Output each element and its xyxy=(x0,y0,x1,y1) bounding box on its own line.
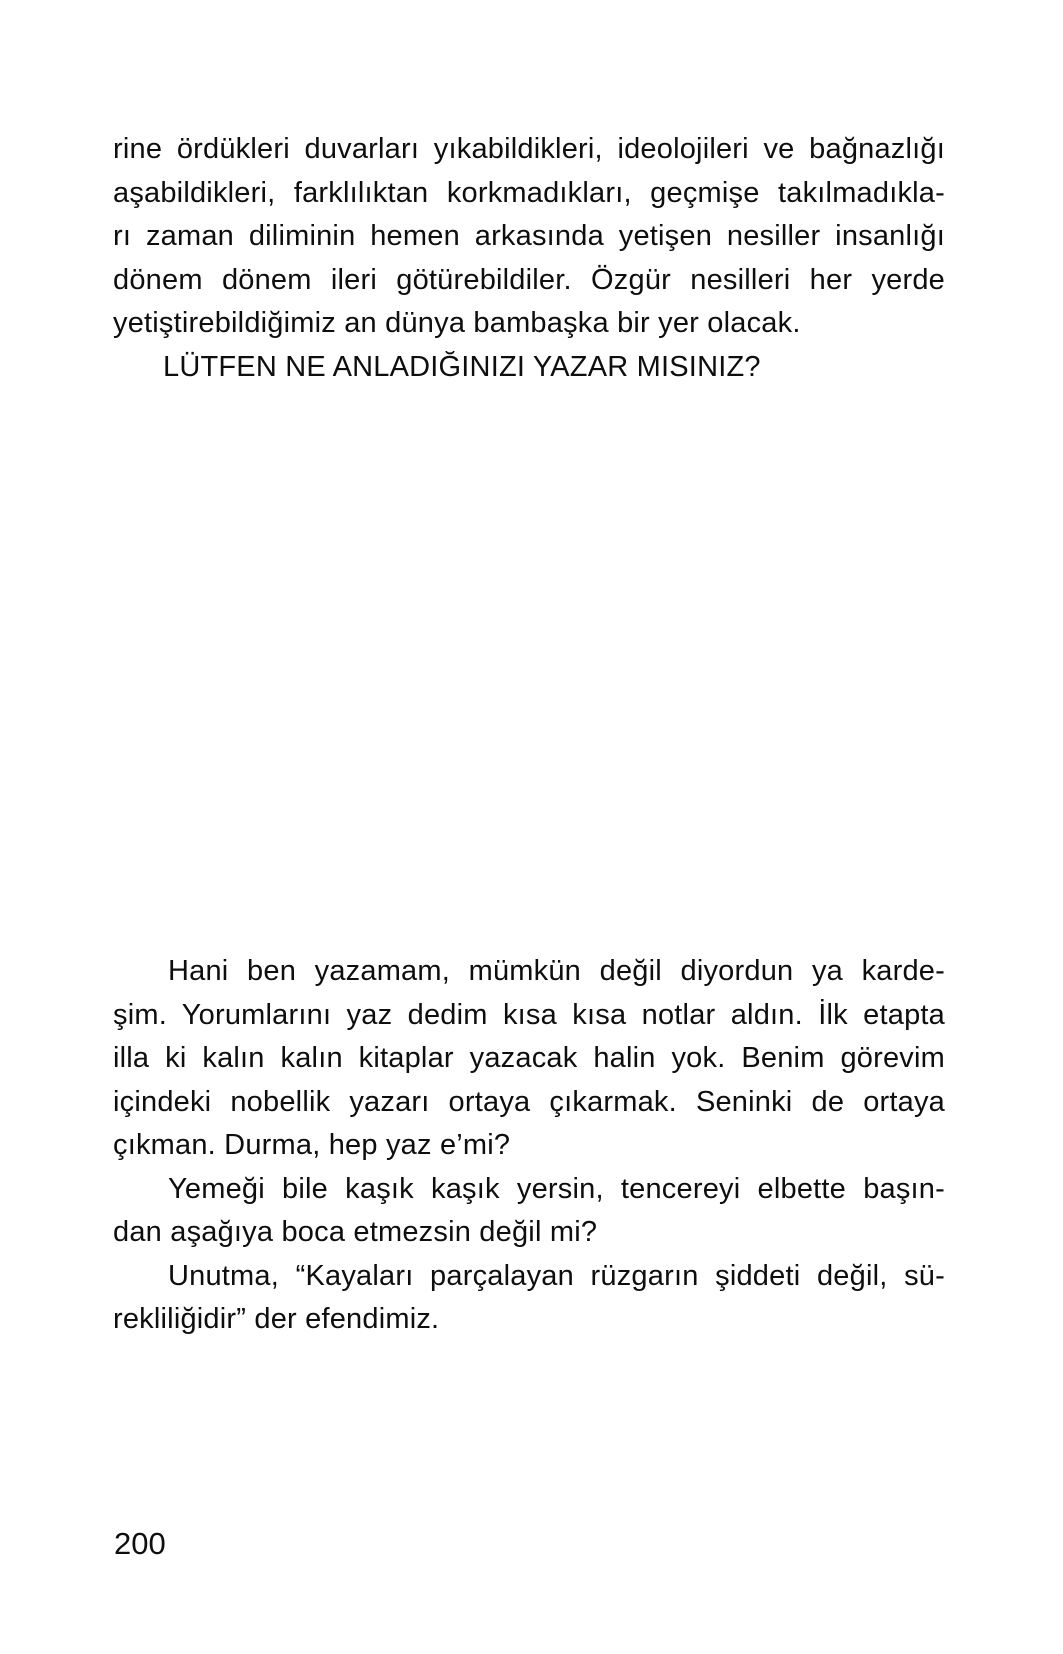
text-line: illa ki kalın kalın kitaplar yazacak halin yok. Benim görevim xyxy=(113,1042,945,1074)
text-line: dönem dönem ileri götürebildiler. Özgür nesilleri her yerde xyxy=(113,263,945,296)
text-line: dan aşağıya boca etmezsin değil mi? xyxy=(113,1216,598,1248)
text-line: yetiştirebildiğimiz an dünya bambaşka bir yer olacak. xyxy=(113,307,801,339)
text-line: Yemeği bile kaşık kaşık yersin, tencereyi elbette başın- xyxy=(168,1172,945,1205)
question-line: LÜTFEN NE ANLADIĞINIZI YAZAR MISINIZ? xyxy=(163,350,761,383)
text-line: Unutma, “Kayaları parçalayan rüzgarın şiddeti değil, sü- xyxy=(168,1259,945,1292)
paragraph-top xyxy=(113,128,945,389)
text-line: aşabildikleri, farklılıktan korkmadıkları, geçmişe takılmadıkla- xyxy=(113,176,945,209)
text-line: Hani ben yazamam, mümkün değil diyordun ya karde- xyxy=(168,955,945,987)
text-line: şim. Yorumlarını yaz dedim kısa kısa notlar aldın. İlk etapta xyxy=(113,998,945,1031)
text-line: çıkman. Durma, hep yaz e’mi? xyxy=(113,1129,511,1161)
text-line: rine ördükleri duvarları yıkabildikleri, ideolojileri ve bağnazlığı xyxy=(113,133,945,165)
text-line: içindeki nobellik yazarı ortaya çıkarmak. Seninki de ortaya xyxy=(113,1085,945,1118)
page-number: 200 xyxy=(114,1526,166,1561)
paragraph-bottom xyxy=(113,950,945,1342)
text-line: rekliliğidir” der efendimiz. xyxy=(113,1303,440,1335)
text-line: rı zaman diliminin hemen arkasında yetişen nesiller insanlığı xyxy=(113,220,945,252)
